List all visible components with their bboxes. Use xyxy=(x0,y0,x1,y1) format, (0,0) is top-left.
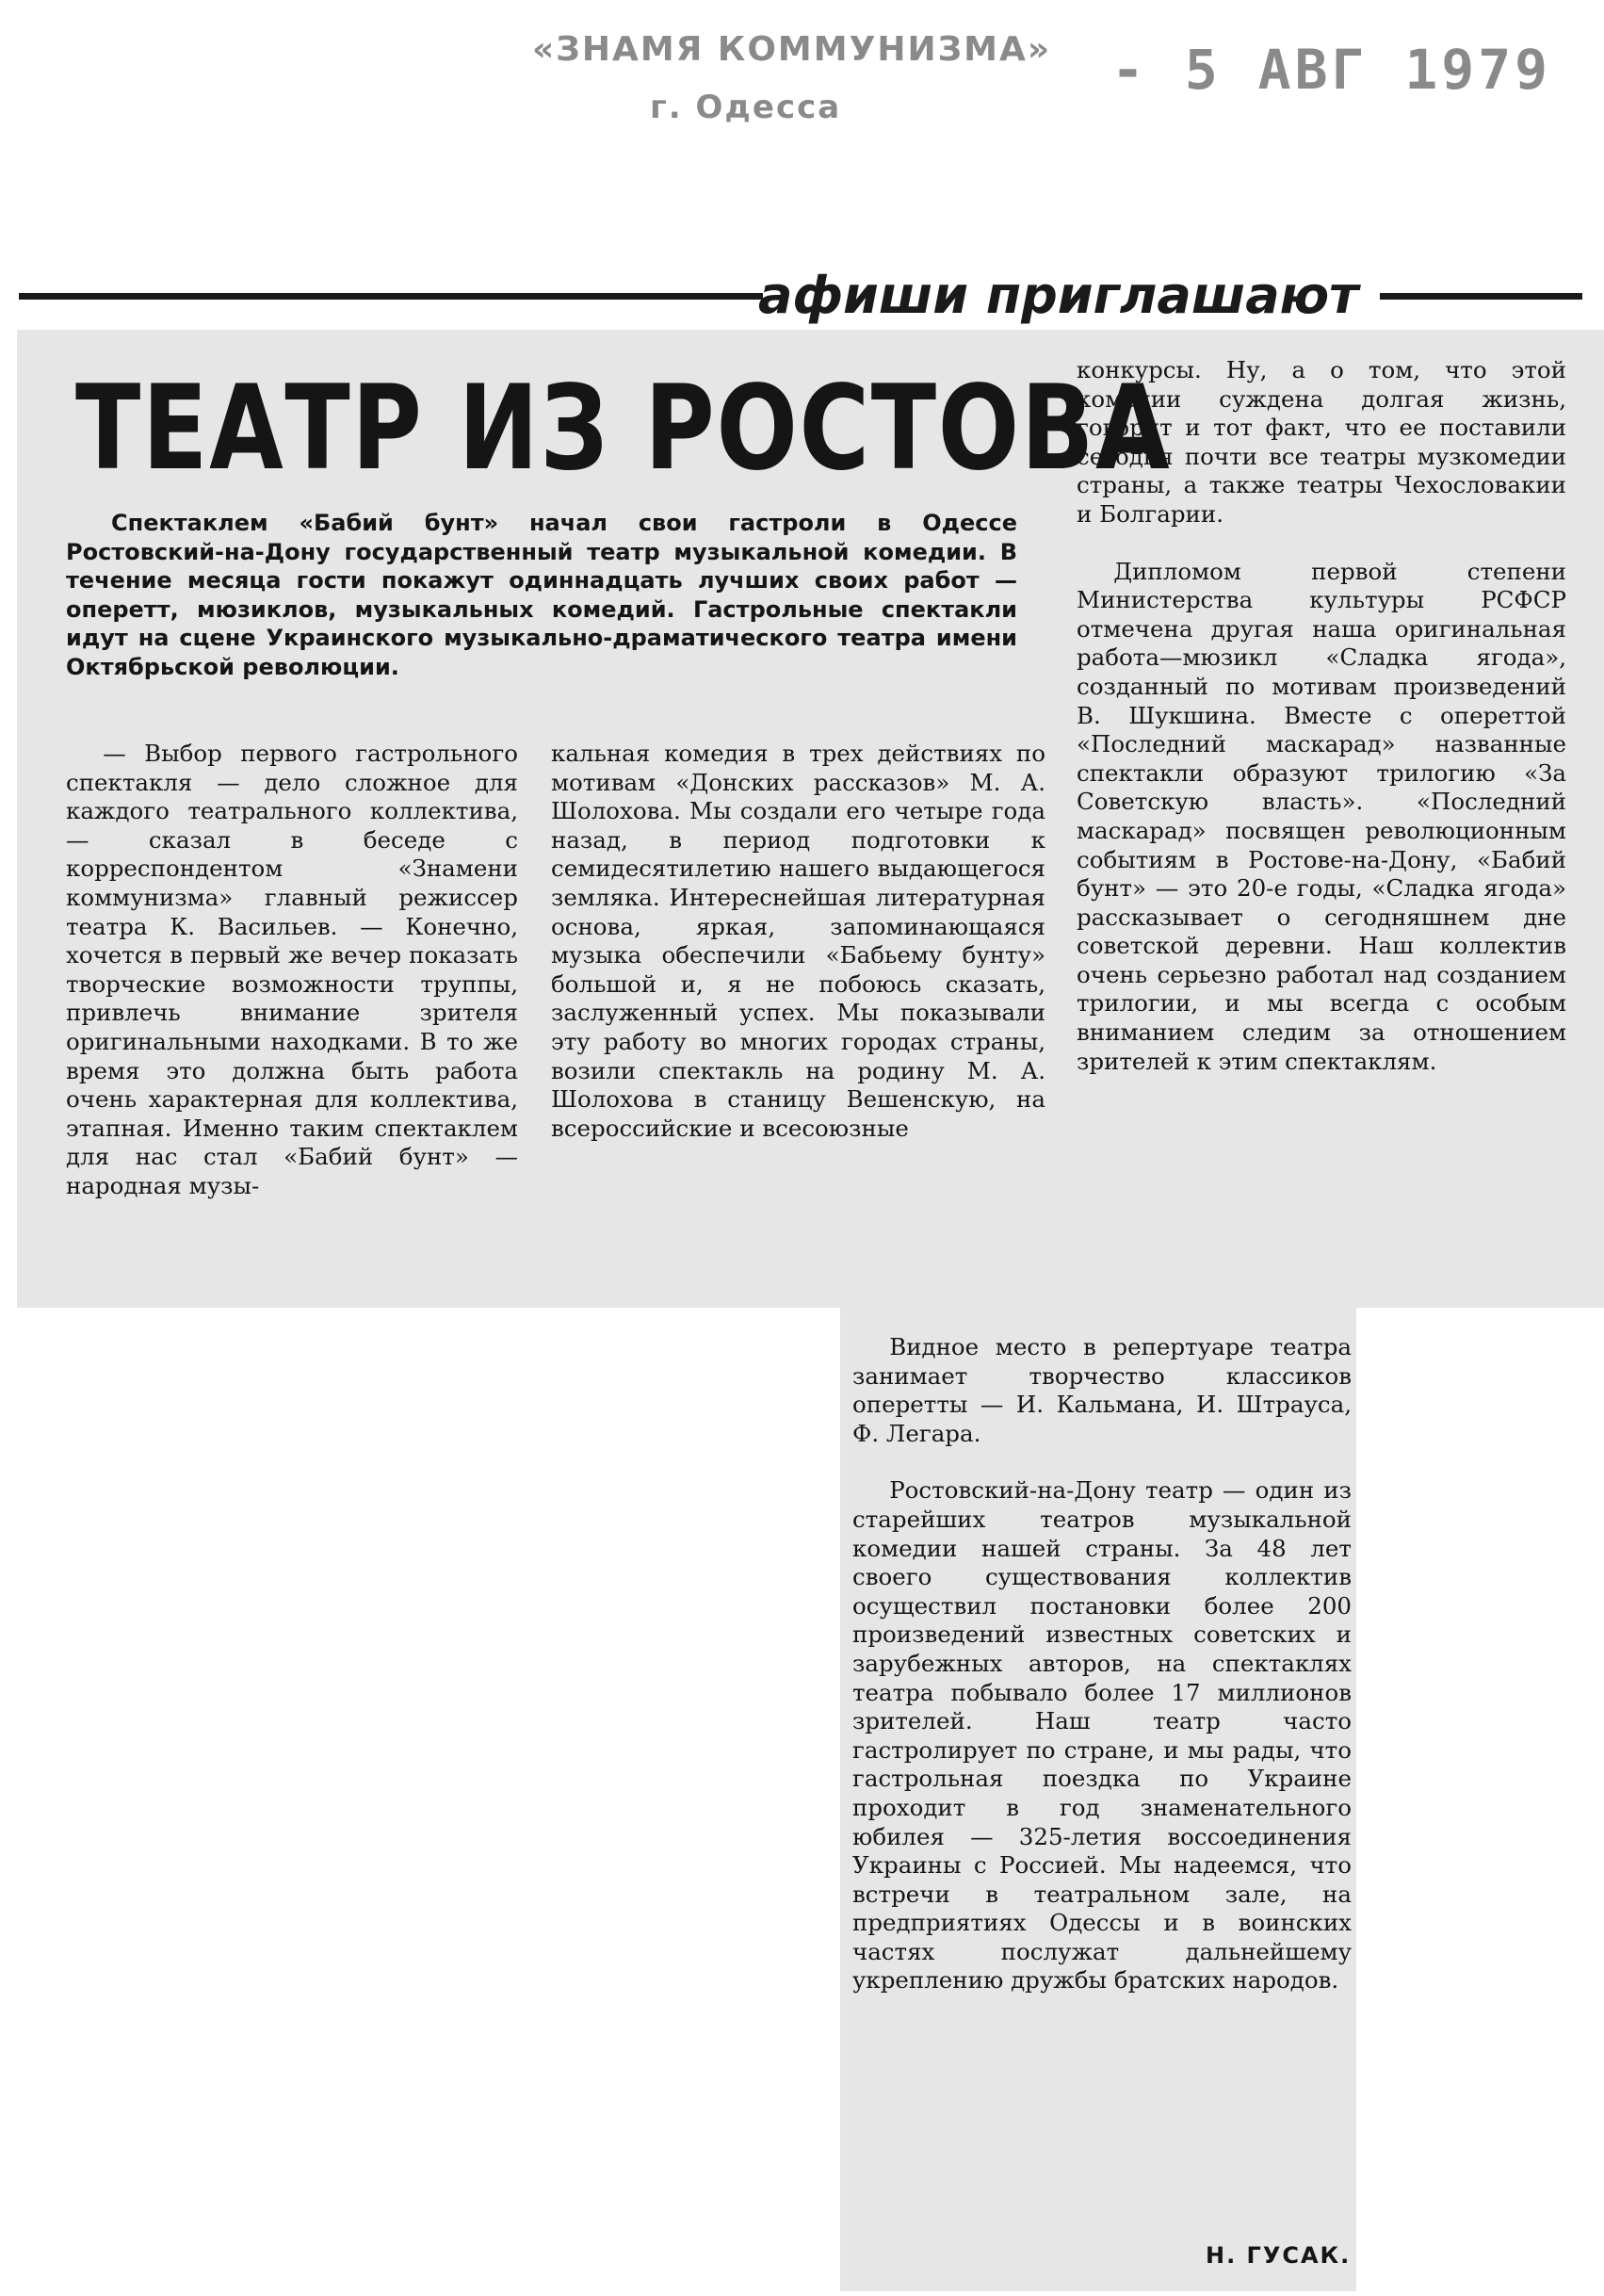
article-column-4 xyxy=(852,1333,1352,1995)
paragraph: конкурсы. Ну, а о том, что этой комедии суждена долгая жизнь, говорит и тот факт, что ее поставили сегодня почти все театры музкомедии страны, а также театры Чехословакии и Болгарии. xyxy=(1077,356,1566,528)
article-column-3 xyxy=(1077,356,1566,1076)
paragraph: — Выбор первого гастрольного спектакля — дело сложное для каждого театрального коллектива, — сказал в беседе с корреспондентом «Знамени коммунизма» главный режиссер театра К. Васильев. — Конечно, хочется в первый же вечер показать творческие возможности труппы, привлечь внимание зрителя оригинальными находками. В то же время это должна быть работа очень характерная для коллектива, этапная. Именно таким спектаклем для нас стал «Бабий бунт» — народная музы- xyxy=(66,740,518,1199)
paragraph: Ростовский-на-Дону театр — один из старейших театров музыкальной комедии нашей страны. За 48 лет своего существования коллектив осуществил постановки более 200 произведений известных советских и зарубежных авторов, на спектаклях театра побывало более 17 миллионов зрителей. Наш театр часто гастролирует по стране, и мы рады, что гастрольная поездка по Украине проходит в год знаменательного юбилея — 325-летия воссоединения Украины с Россией. Мы надеемся, что встречи в театральном зале, на предприятиях Одессы и в воинских частях послужат дальнейшему укреплению дружбы братских народов. xyxy=(852,1476,1352,1995)
paragraph: Видное место в репертуаре театра занимает творчество классиков оперетты — И. Кальмана, И. Штрауса, Ф. Легара. xyxy=(852,1333,1352,1447)
paragraph: кальная комедия в трех действиях по мотивам «Донских рассказов» М. А. Шолохова. Мы создали его четыре года назад, в период подготовки к семидесятилетию нашего выдающегося земляка. Интереснейшая литературная основа, яркая, запоминающаяся музыка обеспечили «Бабьему бунту» большой и, я не побоюсь сказать, заслуженный успех. Мы показывали эту работу во многих городах страны, возили спектакль на родину М. А. Шолохова в станицу Вешенскую, на всероссийские и всесоюзные xyxy=(551,740,1045,1142)
rubric-title: афиши приглашают xyxy=(758,266,1359,325)
stamp-newspaper-name: «ЗНАМЯ КОММУНИЗМА» xyxy=(532,30,1052,69)
stamp-city: г. Одесса xyxy=(650,89,842,126)
article-lead: Спектаклем «Бабий бунт» начал свои гастроли в Одессе Ростовский-на-Дону государственный театр музыкальной комедии. В течение месяца гости покажут одиннадцать лучших своих работ — оперетт, мюзиклов, музыкальных комедий. Гастрольные спектакли идут на сцене Украинского музыкально-драматического театра имени Октябрьской революции. xyxy=(66,510,1017,680)
paragraph: Дипломом первой степени Министерства культуры РСФСР отмечена другая наша оригинальная работа—мюзикл «Сладка ягода», созданный по мотивам произведений В. Шукшина. Вместе с опереттой «Последний маскарад» названные спектакли образуют трилогию «За Советскую власть». «Последний маскарад» посвящен революционным событиям в Ростове-на-Дону, «Бабий бунт» — это 20-е годы, «Сладка ягода» рассказывает о сегодняшнем дне советской деревни. Наш коллектив очень серьезно работал над созданием трилогии, и мы всегда с особым вниманием следим за отношением зрителей к этим спектаклям. xyxy=(1077,557,1566,1075)
rubric-rule-right xyxy=(1380,293,1582,300)
article-headline: ТЕАТР ИЗ РОСТОВА xyxy=(75,361,1172,497)
article-column-1 xyxy=(66,740,518,1201)
author-signature: Н. ГУСАК. xyxy=(1206,2242,1352,2269)
rubric-rule-left xyxy=(19,293,763,300)
stamp-date: - 5 АВГ 1979 xyxy=(1111,38,1552,102)
article-column-2 xyxy=(551,740,1045,1143)
